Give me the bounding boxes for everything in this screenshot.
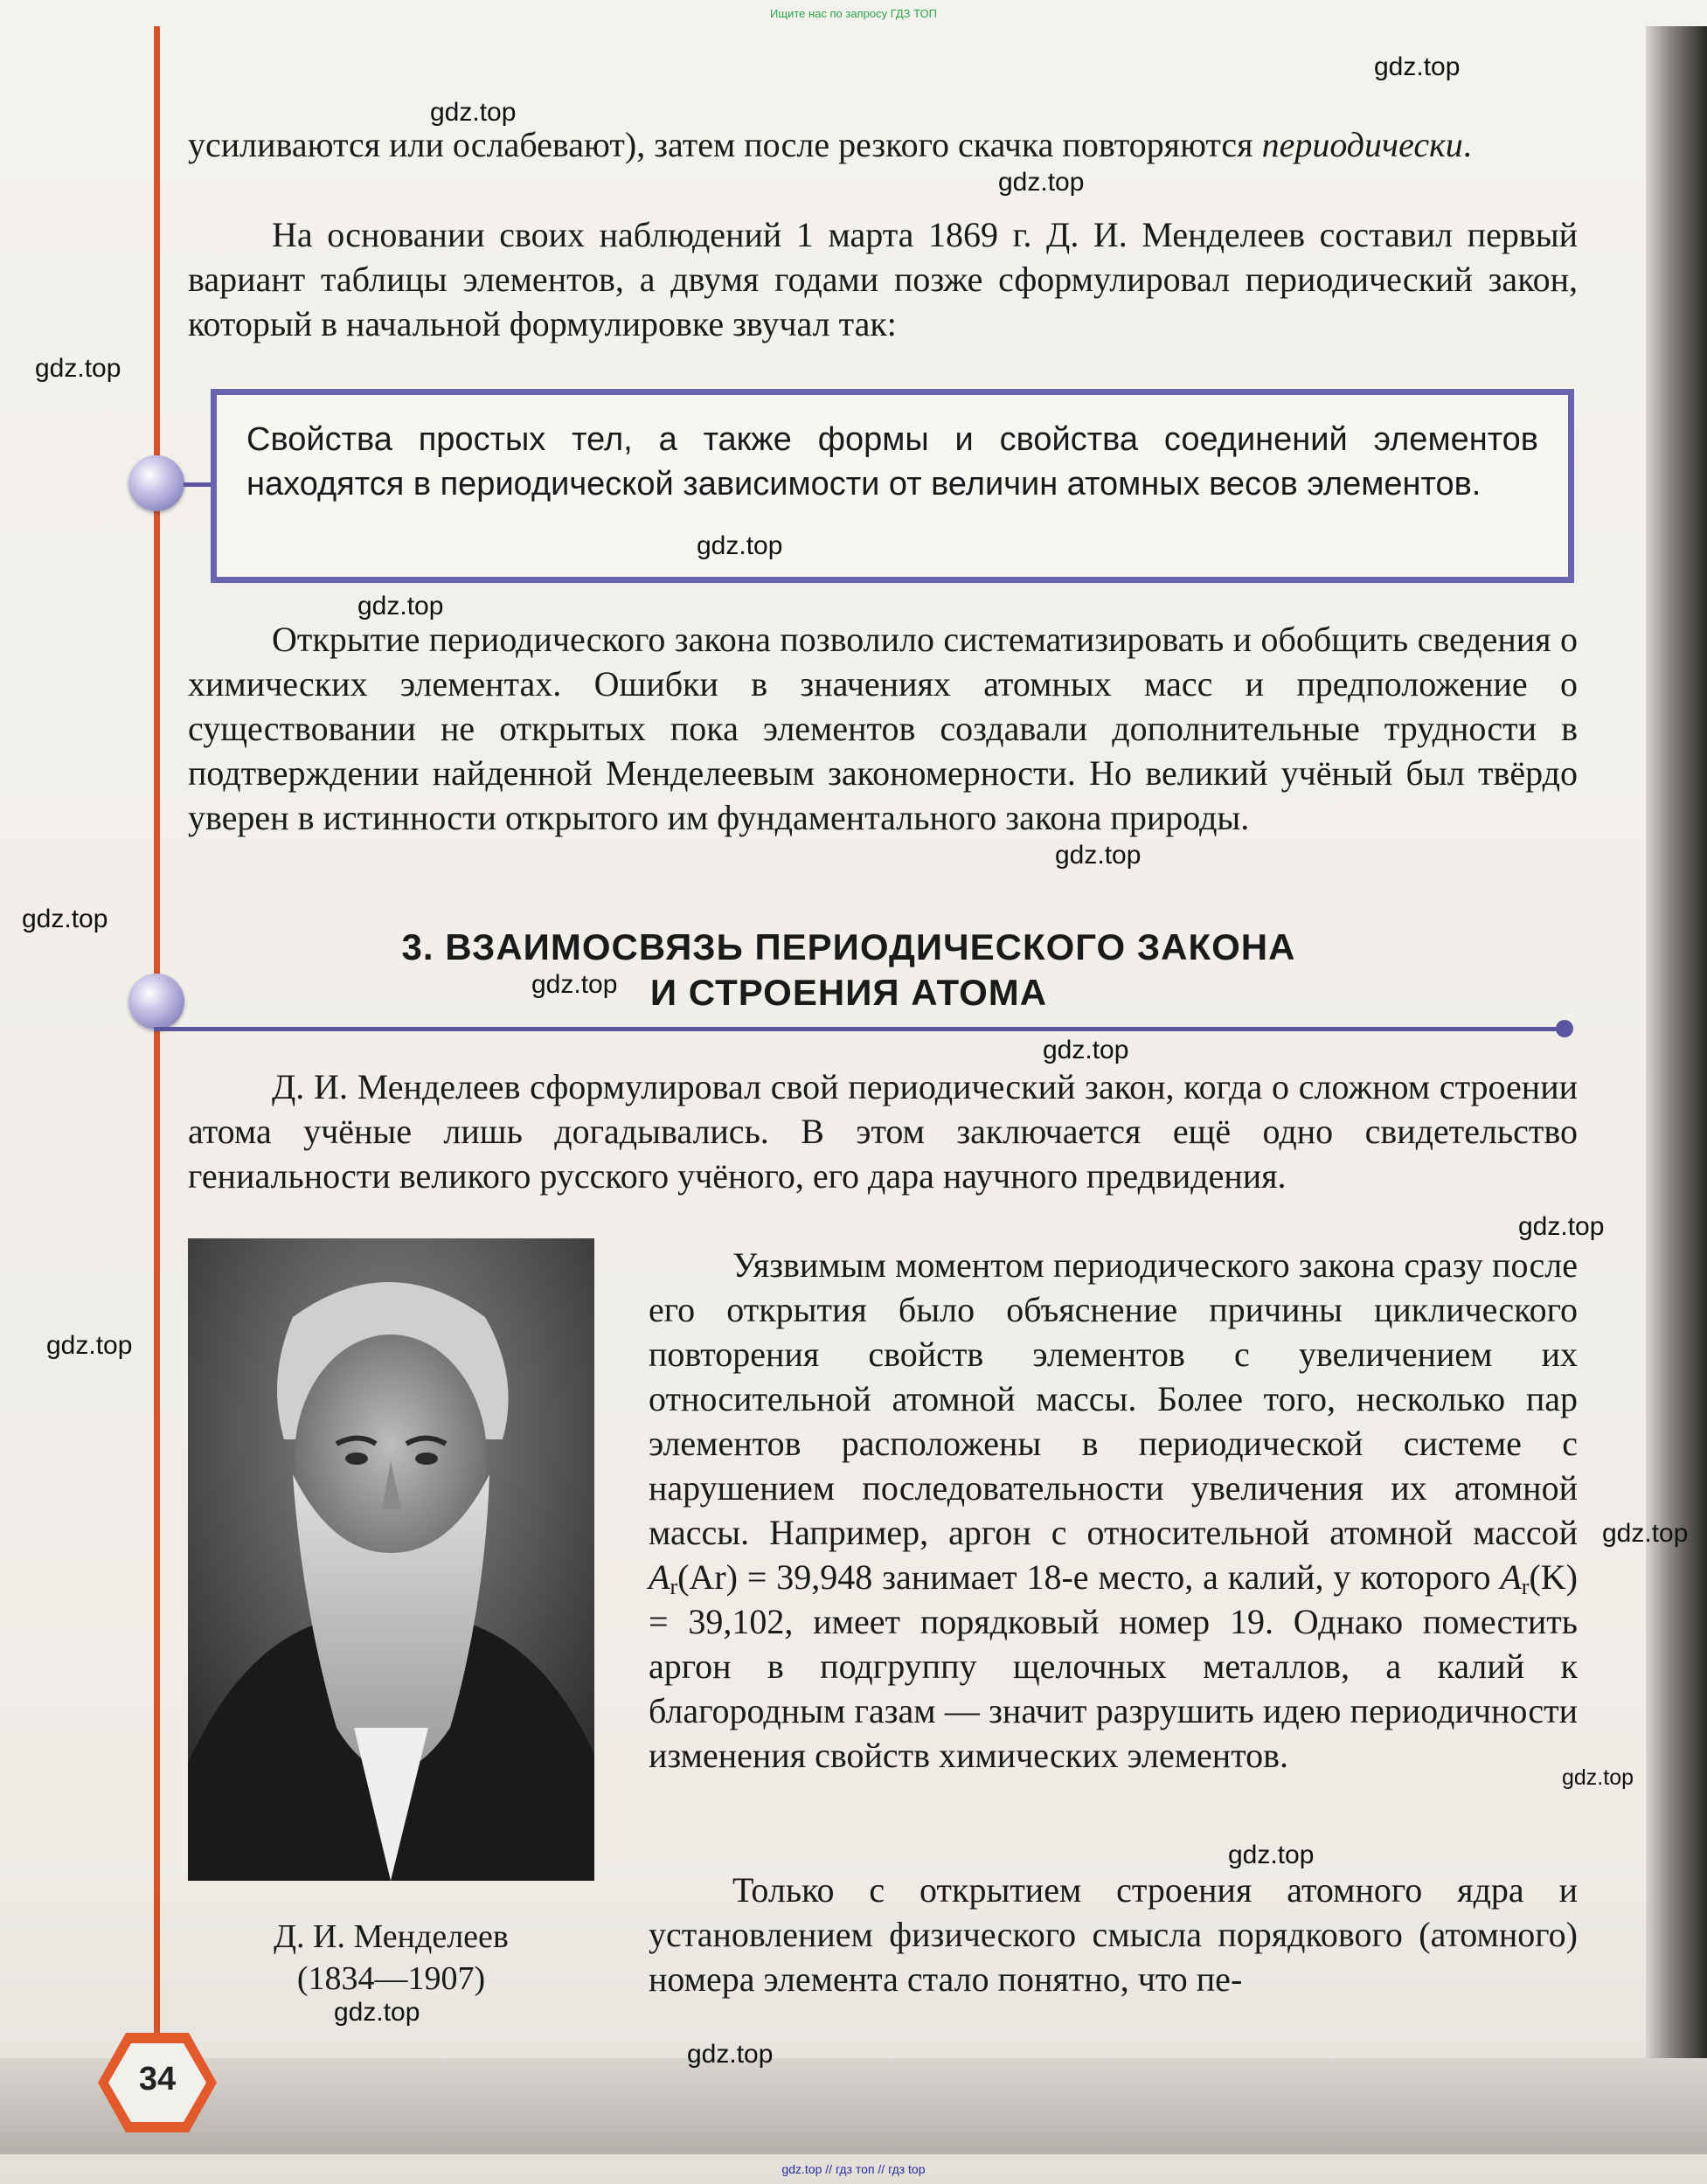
caption-name: Д. И. Менделеев (274, 1918, 509, 1955)
paragraph-vulnerable (649, 1243, 1578, 1778)
bottom-edge-shadow (0, 2058, 1707, 2154)
watermark: gdz.top (1518, 1212, 1605, 1241)
watermark: gdz.top (531, 970, 618, 999)
watermark: gdz.top (35, 354, 121, 383)
section-heading (297, 925, 1400, 1016)
paragraph-last: Только с открытием строения атомного ядра и установлением физического смысла порядкового (атомного) номера элемента стало понятно, что пе- (649, 1870, 1578, 1999)
watermark: gdz.top (1043, 1036, 1129, 1064)
k-mass-symbol: A (1500, 1557, 1522, 1597)
watermark: gdz.top (697, 531, 783, 560)
timeline-line (154, 26, 160, 2054)
paragraph-discovery: Открытие периодического закона позволило систематизировать и обобщить сведения о химических элементах. Ошибки в значениях атомных масс и предположение о существовании не открытых пока элементов создавали дополнительные трудности в подтверждении найденной Менделеевым закономерности. Но великий учёный был твёрдо уверен в истинности открытого им фундаментального закона природы. (188, 620, 1578, 837)
watermark: gdz.top (1374, 52, 1461, 81)
watermark: gdz.top (1055, 841, 1141, 870)
header-note: Ищите нас по запросу ГДЗ ТОП (770, 7, 937, 20)
book-spine-shadow (1646, 26, 1707, 2063)
watermark: gdz.top (687, 2040, 774, 2069)
paragraph-continuation (188, 122, 1578, 167)
caption-years: (1834—1907) (296, 1960, 486, 1997)
paragraph-section-intro: Д. И. Менделеев сформулировал свой периодический закон, когда о сложном строении атома учёные лишь догадывались. В этом заключается ещё одно свидетельство гениальности великого русского учёного, его дара научного предвидения. (188, 1067, 1578, 1196)
ar-mass-subscript: r (670, 1574, 678, 1599)
para-top-text: усиливаются или ослабевают), затем после резкого скачка повторяются (188, 125, 1262, 164)
section-heading-line2: И СТРОЕНИЯ АТОМА (649, 972, 1048, 1013)
timeline-node-law (128, 455, 184, 511)
para-top-italic: периодически (1261, 125, 1463, 164)
section-underline (154, 1027, 1563, 1031)
vulnerable-text-part1: Уязвимым моментом периодического закона сразу после его открытия было объяснение причины циклического повторения свойств элементов с увеличением их относительной атомной массы. Более того, несколько пар элементов расположены в периодической системе с нарушением последовательности увеличения их атомной массы. Например, аргон с относительной атомной массой (649, 1245, 1578, 1552)
watermark: gdz.top (1228, 1841, 1315, 1869)
para-top-end: . (1462, 125, 1472, 164)
law-statement: Свойства простых тел, а также формы и свойства соединений элементов находятся в периодической зависимости от величин атомных весов элементов. (246, 421, 1538, 503)
portrait-caption (188, 1916, 594, 2000)
watermark: gdz.top (1602, 1519, 1689, 1548)
section-heading-line1: 3. ВЗАИМОСВЯЗЬ ПЕРИОДИЧЕСКОГО ЗАКОНА (401, 926, 1296, 967)
watermark: gdz.top (334, 1998, 420, 2027)
watermark: gdz.top (430, 98, 517, 127)
watermark: gdz.top (357, 592, 444, 621)
watermark: gdz.top (46, 1331, 133, 1360)
watermark: gdz.top (1562, 1765, 1634, 1790)
k-mass-rest: (K) = 39,102, имеет порядковый номер 19. Однако поместить аргон в подгруппу щелочных металлов, а калий к благородным газам — значит разрушить идею периодичности изменения свойств химических элементов. (649, 1557, 1578, 1775)
mendeleev-portrait (188, 1238, 594, 1881)
footer-note: gdz.top // гдз топ // гдз top (781, 2162, 926, 2176)
ar-mass-symbol: A (649, 1557, 670, 1597)
watermark: gdz.top (22, 905, 108, 933)
timeline-node-section (128, 974, 184, 1030)
section-line-end-dot (1556, 1020, 1573, 1037)
page-number: 34 (138, 2061, 177, 2097)
watermark: gdz.top (998, 168, 1085, 197)
law-connector (184, 482, 212, 487)
ar-mass-rest: (Ar) = 39,948 занимает 18-е место, а калий, у которого (677, 1557, 1501, 1597)
k-mass-subscript: r (1521, 1574, 1530, 1599)
paragraph-mendeleev: На основании своих наблюдений 1 марта 1869 г. Д. И. Менделеев составил первый вариант таблицы элементов, а двумя годами позже сформулировал периодический закон, который в начальной формулировке звучал так: (188, 215, 1578, 343)
